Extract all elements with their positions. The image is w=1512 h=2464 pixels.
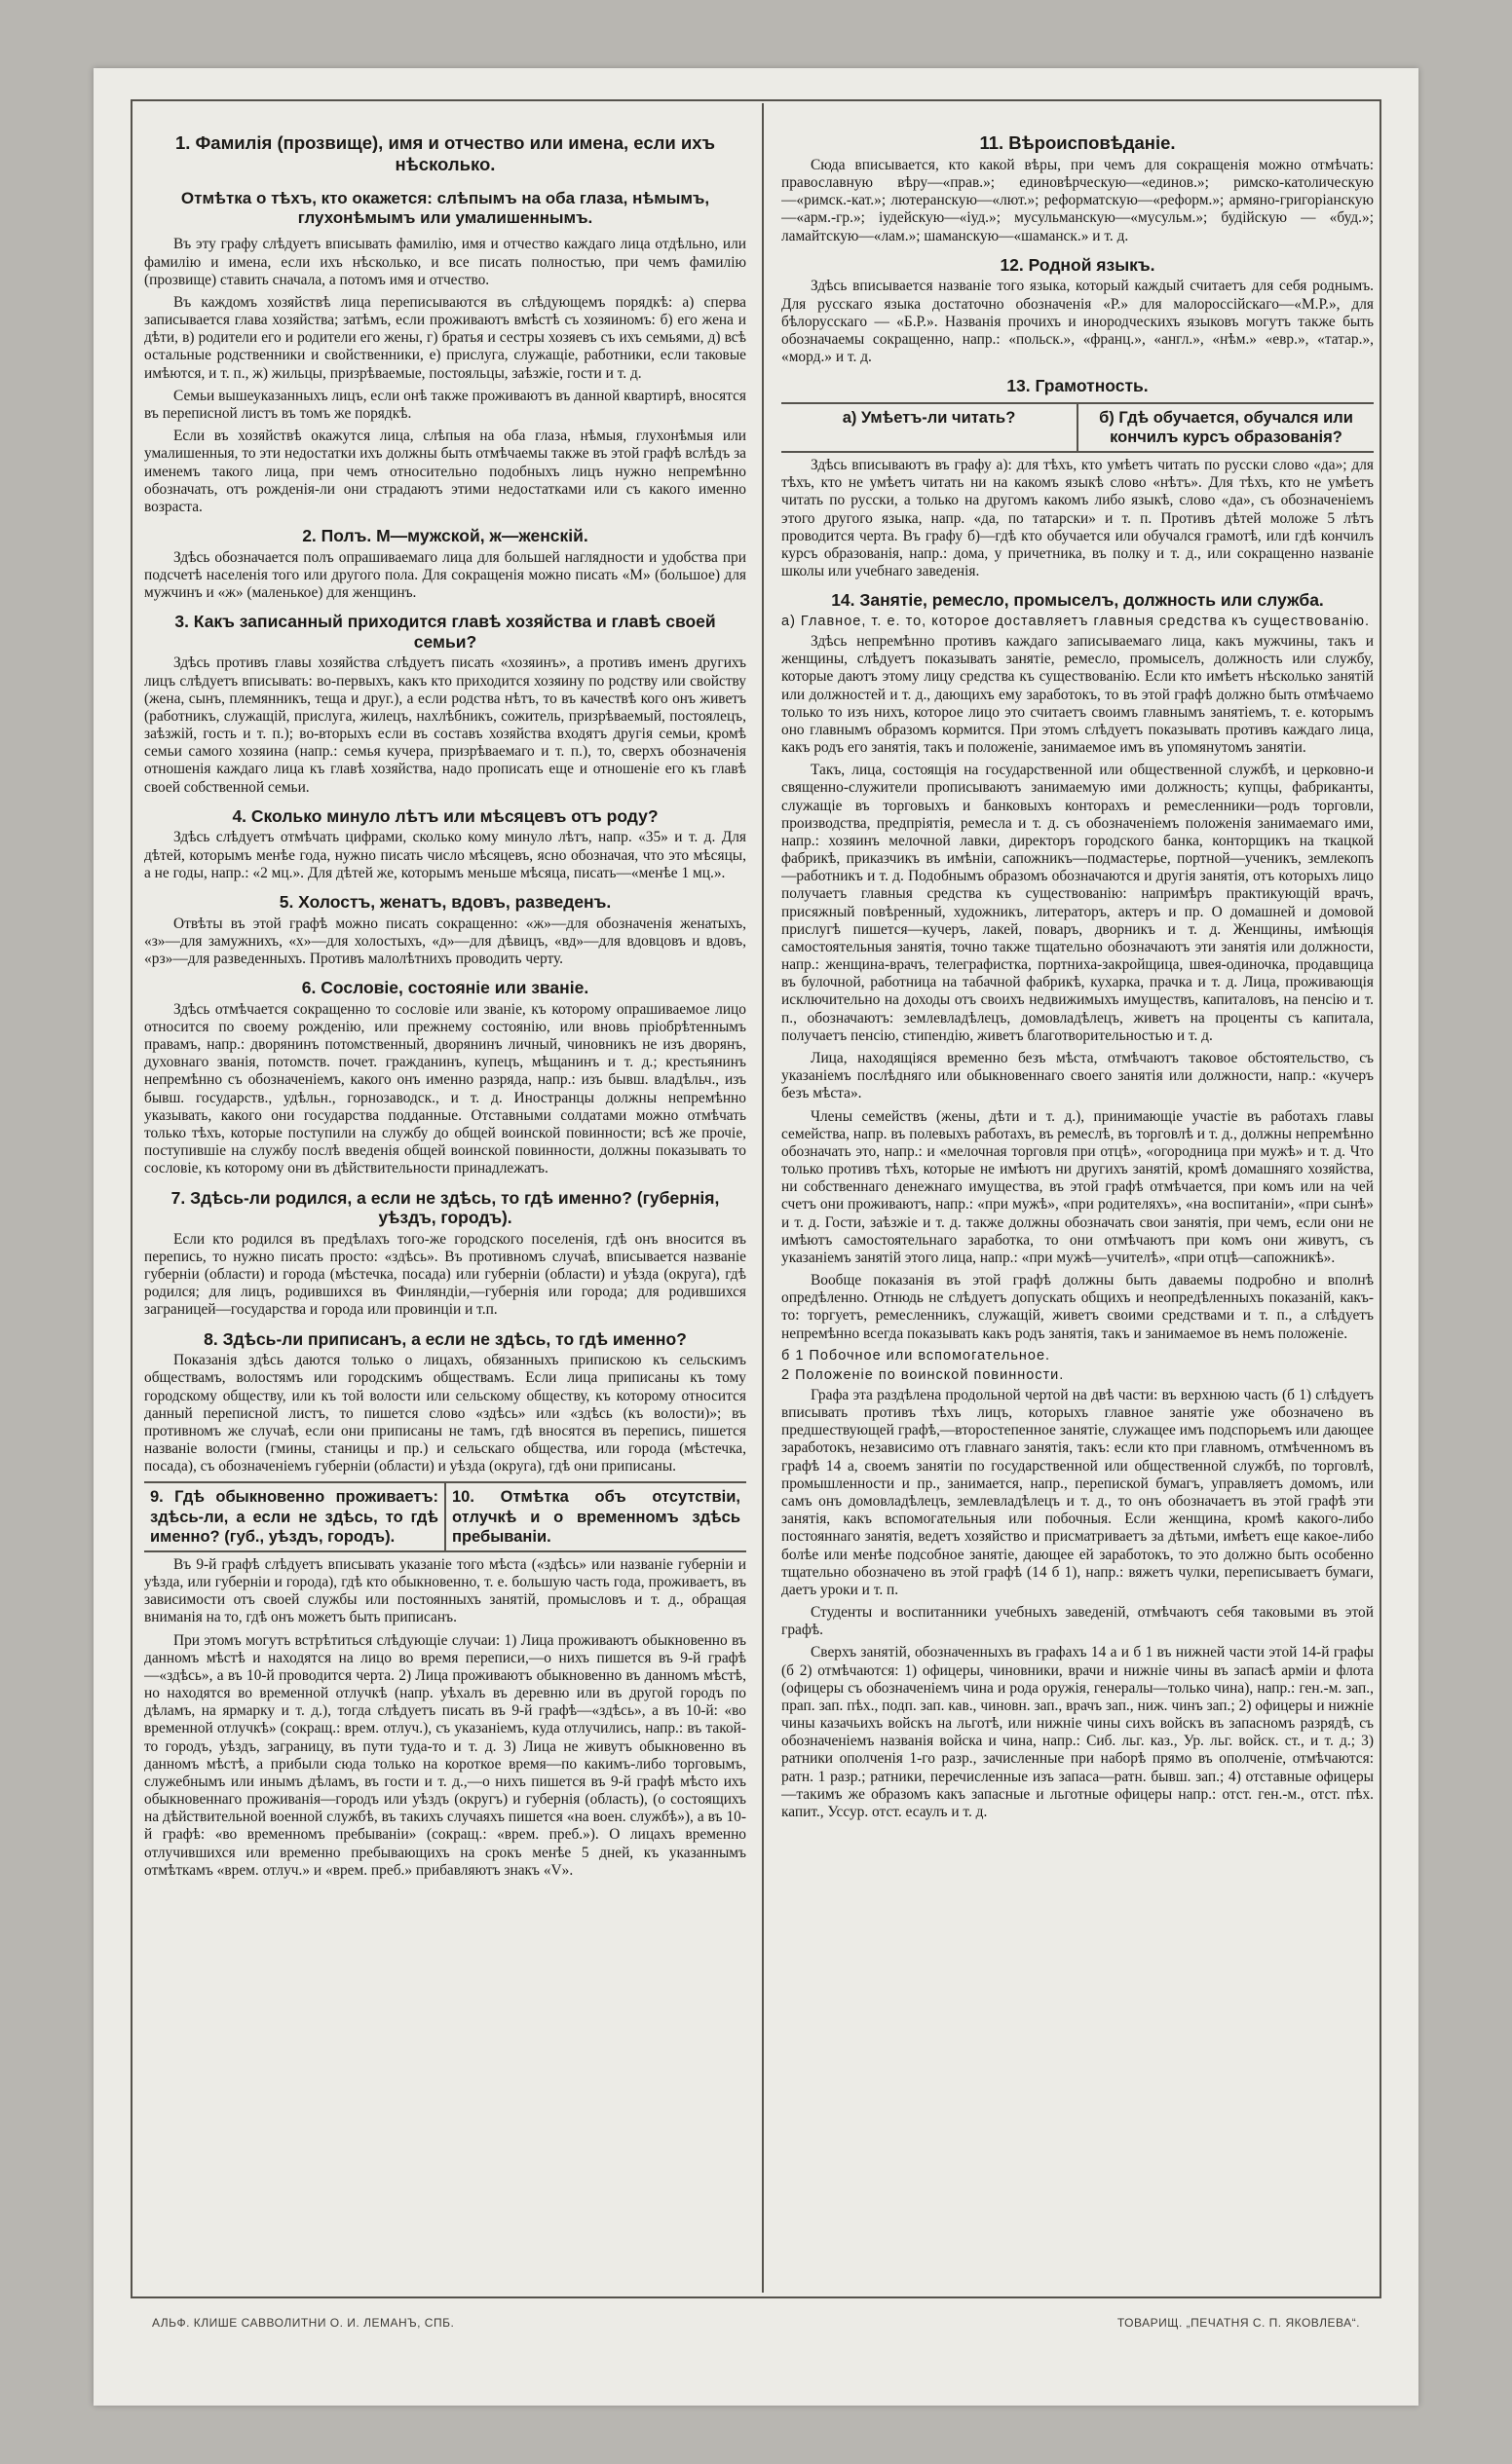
- section-11-paragraph-1: Сюда вписывается, кто какой вѣры, при чемъ для сокращенія можно отмѣчать: православную вѣру—«прав.»; единовѣрческую—«единов.»; римско-католическую—«римск.-кат.»; лютеранскую—«лют.»; реформатскую—«реформ.»; армяно-григоріанскую—«арм.-гр.»; іудейскую—«іуд.»; мусульманскую—«мусульм.»; будійскую — «буд.»; ламайтскую—«лам.»; шаманскую—«шаманск.» и т. д.: [781, 156, 1374, 244]
- section-9-title: 9. Гдѣ обыкновенно проживаетъ: здѣсь-ли, а если не здѣсь, то гдѣ именно? (губ., уѣздъ, городъ).: [150, 1488, 438, 1546]
- section-2-paragraph-1: Здѣсь обозначается полъ опрашиваемаго лица для большей наглядности и удобства при подсчетѣ населенія того или другого пола. Для сокращенія можно писать «М» (большое) для мужчинъ и «ж» (маленькое) для женщинъ.: [144, 548, 746, 601]
- section-5-title: 5. Холостъ, женатъ, вдовъ, разведенъ.: [279, 891, 612, 912]
- section-9-10-paragraph-1: Въ 9-й графѣ слѣдуетъ вписывать указаніе того мѣста («здѣсь» или названіе губерніи и уѣзда, или губерніи и города), гдѣ кто обыкновенно, т. е. большую часть года, проживаетъ, въ зависимости отъ своей службы или постоянныхъ занятій, промысловъ и т. д., обращая вниманія на то, гдѣ онъ можетъ быть приписанъ.: [144, 1555, 746, 1626]
- section-1-paragraph-2: Въ каждомъ хозяйствѣ лица переписываются въ слѣдующемъ порядкѣ: а) сперва записывается глава хозяйства; затѣмъ, если проживаютъ вмѣстѣ съ хозяиномъ: б) его жена и дѣти, в) родители его и родители его жены, г) братья и сестры хозяевъ съ ихъ семьями, д) всѣ остальные родственники и свойственники, е) прислуга, служащіе, работники, если таковые имѣются, и т. п., ж) жильцы, призрѣваемые, постояльцы, заѣзжіе, гости и т. д.: [144, 293, 746, 382]
- section-14-paragraph-4: Члены семействъ (жены, дѣти и т. д.), принимающіе участіе въ работахъ главы семейства, напр. въ полевыхъ работахъ, въ ремеслѣ, въ торговлѣ и т. д., должны непремѣнно обозначать это, напр.: и «мелочная торговля при отцѣ», «огородница при мужѣ» и т. д. Что только противъ тѣхъ, которые не имѣютъ ни другихъ занятій, кромѣ домашняго хозяйства, ни собственнаго денежнаго имущества, въ этой графѣ отмѣчается, при комъ или на чей счетъ они проживаютъ, напр.: «при мужѣ», «при родителяхъ», «на воспитаніи», «при сынѣ» и т. д. Гости, заѣзжіе и т. д. также должны обозначать свои занятія, при чемъ, если они не имѣютъ самостоятельнаго заработка, то они отмѣчаютъ при комъ они живутъ, съ указаніемъ занятій этого лица, напр.: «при мужѣ—учителѣ», «при отцѣ—сапожникѣ».: [781, 1107, 1374, 1266]
- column-divider: [762, 103, 764, 2293]
- section-1-title: 1. Фамилія (прозвище), имя и отчество или имена, если ихъ нѣсколько.: [174, 132, 716, 174]
- section-13-column-a: а) Умѣетъ-ли читать?: [842, 408, 1016, 427]
- printer-credit-right: ТОВАРИЩ. „ПЕЧАТНЯ С. П. ЯКОВЛЕВА“.: [1116, 2316, 1360, 2330]
- section-14-b2-header: 2 Положеніе по воинской повинности.: [781, 1366, 1065, 1383]
- section-14-paragraph-6: Графа эта раздѣлена продольной чертой на двѣ части: въ верхнюю часть (б 1) слѣдуетъ вписывать противъ тѣхъ лицъ, которыхъ главное занятіе уже обозначено въ предшествующей графѣ,—второстепенное занятіе, служащее имъ подспорьемъ или дающее заработокъ, независимо отъ главнаго занятія, такъ: если кто при главномъ, отмѣченномъ въ графѣ 14 а, своемъ занятіи по государственной или общественной службѣ, по торговлѣ, промышленности и пр., занимается, напр., перепиской бумагъ, управляетъ домомъ, или самъ онъ домовладѣлецъ, землевладѣлецъ и т. д., то онъ обозначаетъ въ этой графѣ эти занятія, какъ вспомогательныя или побочныя. Если женщина, кромѣ какого-либо постояннаго занятія, ведетъ хозяйство и присматриваетъ за дѣтьми, имѣетъ еще какое-либо болѣе или менѣе подсобное занятіе, дающее ей заработокъ, то это должно быть особенно тщательно обозначено въ этой графѣ (14 б 1), напр.: вяжетъ чулки, переписываетъ бумаги, даетъ уроки и т. п.: [781, 1386, 1374, 1598]
- section-1-subtitle: Отмѣтка о тѣхъ, кто окажется: слѣпымъ на оба глаза, нѣмымъ, глухонѣмымъ или умалишеннымъ.: [180, 188, 710, 228]
- section-3-title: 3. Какъ записанный приходится главѣ хозяйства и главѣ своей семьи?: [174, 612, 716, 652]
- section-7-title: 7. Здѣсь-ли родился, а если не здѣсь, то гдѣ именно? (губернія, уѣздъ, городъ).: [170, 1187, 720, 1228]
- section-13-columns: [781, 402, 1374, 453]
- section-14-paragraph-2: Такъ, лица, состоящія на государственной или общественной службѣ, и церковно-и священно-служители прописываютъ занимаемую ими должность; купцы, фабриканты, служащіе въ торговыхъ и банковыхъ конторахъ и ремесленники—родъ торговли, производства, предпріятія, ремесла и т. д. съ обозначеніемъ положенія занимаемаго ими, напр.: хозяинъ мелочной лавки, директоръ городского банка, конторщикъ на ткацкой фабрикѣ, приказчикъ въ имѣніи, сапожникъ—подмастерье, портной—ученикъ, землекопъ—работникъ и т. д. Подобнымъ образомъ обозначаются и другія занятія, отъ которыхъ лицо получаетъ главныя средства къ существованію: напримѣръ практикующій врачъ, присяжный повѣренный, художникъ, литераторъ, актеръ и пр. О домашней и домовой прислугѣ пишется—кучеръ, лакей, поваръ, дворникъ и т. д. Женщины, имѣющія самостоятельныя занятія, точно также тщательно обозначаютъ эти занятія или должности, напр.: женщина-врачъ, телеграфистка, портниха-закройщица, швея-одиночка, продавщица въ булочной, работница на табачной фабрикѣ, кухарка, прачка и т. д. Лица, проживающія исключительно на доходы отъ своихъ недвижимыхъ имуществъ, капиталовъ, на пенсію и т. п., обозначаютъ: землевладѣлецъ, домовладѣлецъ, живетъ на проценты съ капитала, получаетъ пенсію, стипендію, живетъ благотворительностью и т. д.: [781, 762, 1374, 1044]
- section-3-paragraph-1: Здѣсь противъ главы хозяйства слѣдуетъ писать «хозяинъ», а противъ именъ другихъ лицъ слѣдуетъ вписывать: во-первыхъ, какъ кто приходится хозяину по родству или свойству (жена, сынъ, племянникъ, теща и друг.), а если родства нѣтъ, то въ качествѣ кого онъ живетъ (работникъ, служащій, прислуга, жилецъ, нахлѣбникъ, сожитель, призрѣваемый, постоялецъ, заѣзжій, гость и т. п.); во-вторыхъ если въ составъ хозяйства входятъ другія семьи, кромѣ семьи самого хозяина (напр.: семья кучера, призрѣваемаго и т. п.), то, сверхъ обозначенія отношенія каждаго лица къ главѣ хозяйства, надо прописать еще и отношеніе его къ главѣ своей собственной семьи.: [144, 654, 746, 796]
- section-1-paragraph-4: Если въ хозяйствѣ окажутся лица, слѣпыя на оба глаза, нѣмыя, глухонѣмыя или умалишенныя, то эти недостатки ихъ должны быть отмѣчаемы также въ этой графѣ вслѣдъ за именемъ такого лица, при чемъ относительно подобныхъ лицъ нужно непремѣнно обозначать, отъ рожденія-ли они страдаютъ этими недостатками или съ какого именно возраста.: [144, 428, 746, 515]
- printer-credit-left: АЛЬФ. КЛИШЕ САВВОЛИТНИ О. И. ЛЕМАНЪ, СПБ.: [152, 2316, 455, 2330]
- census-instruction-sheet: [94, 68, 1418, 2406]
- left-column: [144, 107, 746, 2289]
- section-13-title: 13. Грамотность.: [1006, 376, 1149, 396]
- section-5-paragraph-1: Отвѣты въ этой графѣ можно писать сокращенно: «ж»—для обозначенія женатыхъ, «з»—для замужнихъ, «х»—для холостыхъ, «д»—для дѣвицъ, «вд»—для вдовцовъ и вдовъ, «рз»—для разведенныхъ. Противъ малолѣтнихъ проводить черту.: [144, 915, 746, 967]
- section-9-10-paragraph-2: При этомъ могутъ встрѣтиться слѣдующіе случаи: 1) Лица проживаютъ обыкновенно въ данномъ мѣстѣ и находятся на лицо во время переписи,—о нихъ пишется въ 9-й графѣ—«здѣсь», а въ 10-й проводится черта. 2) Лица проживаютъ обыкновенно въ данномъ мѣстѣ, но находятся во временной отлучкѣ (напр. уѣхалъ въ деревню или въ другой городъ по дѣламъ, на ярмарку и т. д.), тогда слѣдуетъ писать въ 9-й графѣ—«здѣсь», а въ 10-й: «во временной отлучкѣ» (сокращ.: врем. отлуч.), съ указаніемъ, куда отлучились, напр.: въ такой-то городъ, уѣздъ, заграницу, въ пути туда-то и т. д. 3) Лица не живутъ обыкновенно въ данномъ мѣстѣ, а прибыли сюда только на короткое время—по какимъ-либо торговымъ, служебнымъ или инымъ дѣламъ, въ гости и т. д.,—о нихъ пишется въ 9-й графѣ мѣсто ихъ обыкновеннаго проживанія—городъ или уѣздъ (округъ) и губернія (область), (о состоящихъ на дѣйствительной военной службѣ, въ такихъ случаяхъ пишется «на воен. службѣ»), а въ 10-й графѣ: «во временномъ пребываніи» (сокращ.: «врем. преб.»). О лицахъ временно отлучившихся или временно пребывающихъ на срокъ менѣе 5 дней, къ указаннымъ отмѣткамъ «врем. отлуч.» и «врем. преб.» прибавляютъ знакъ «V».: [144, 1631, 746, 1879]
- section-14-title: 14. Занятіе, ремесло, промыселъ, должность или служба.: [831, 590, 1324, 611]
- section-1-paragraph-3: Семьи вышеуказанныхъ лицъ, если онѣ также проживаютъ въ данной квартирѣ, вносятся въ переписной листъ въ томъ же порядкѣ.: [144, 387, 746, 422]
- section-14-paragraph-8: Сверхъ занятій, обозначенныхъ въ графахъ 14 а и б 1 въ нижней части этой 14-й графы (б 2) отмѣчаются: 1) офицеры, чиновники, врачи и нижніе чины въ запасѣ арміи и флота (офицеры съ обозначеніемъ чина и рода оружія, генералы—только чина), напр.: ген.-м. зап., прап. зап. пѣх., подп. зап. кав., чиновн. зап., врачъ зап., ниж. чинъ зап.; 2) офицеры и нижніе чины казачьихъ войскъ на льготѣ, или нижніе чины сихъ войскъ въ запасномъ разрядѣ, съ обозначеніемъ названія войска и чина, напр.: Сиб. льг. каз., Ур. льг. войск. ст., и т. д.; 3) ратники ополченія 1-го разр., зачисленные при наборѣ прямо въ ополченіе, отмѣчаются: ратн. 1 разр.; ратники, перечисленные изъ запаса—ратн. бывш. зап.; 4) отставные офицеры—такимъ же образомъ какъ запасные и льготные офицеры напр.: отст. ген.-м., отст. пѣх. капит., Уссур. отст. есаулъ и т. д.: [781, 1644, 1374, 1820]
- section-10-title: 10. Отмѣтка объ отсутствіи, отлучкѣ и о временномъ здѣсь пребываніи.: [444, 1483, 746, 1549]
- section-14-paragraph-7: Студенты и воспитанники учебныхъ заведеній, отмѣчаютъ себя таковыми въ этой графѣ.: [781, 1604, 1374, 1639]
- section-14-intro: а) Главное, т. е. то, которое доставляетъ главныя средства къ существованію.: [781, 613, 1371, 629]
- section-4-paragraph-1: Здѣсь слѣдуетъ отмѣчать цифрами, сколько кому минуло лѣтъ, напр. «35» и т. д. Для дѣтей, которымъ менѣе года, нужно писать число мѣсяцевъ, ясно обозначая, что это мѣсяцы, а не годы, напр.: «2 мц.». Для дѣтей же, которымъ меньше мѣсяца, писать—«менѣе 1 мц.».: [144, 829, 746, 881]
- section-8-paragraph-1: Показанія здѣсь даются только о лицахъ, обязанныхъ припискою къ сельскимъ обществамъ, волостямъ или городскимъ обществамъ. Если лица приписаны къ тому городскому обществу, или къ той волости или сельскому обществу, къ которому относится данный переписной листъ, то пишется слово «здѣсь» или «здѣсь (къ волости)»; въ противномъ же случаѣ, если они приписаны не тамъ, гдѣ вносятся въ перепись, пишется названіе волости (гмины, станицы и пр.) и сельскаго общества, или города (мѣстечка, посада), съ обозначеніемъ губерніи (области) и уѣзда (округа), гдѣ они приписаны.: [144, 1352, 746, 1475]
- section-2-title: 2. Полъ. М—мужской, ж—женскій.: [302, 526, 588, 546]
- section-11-title: 11. Вѣроисповѣданіе.: [979, 132, 1176, 153]
- section-4-title: 4. Сколько минуло лѣтъ или мѣсяцевъ отъ роду?: [232, 805, 659, 826]
- section-14-paragraph-5: Вообще показанія въ этой графѣ должны быть даваемы подробно и вполнѣ опредѣленно. Отнюдь не слѣдуетъ допускать общихъ и неопредѣленныхъ показаній, какъ-то: торгуетъ, ремесленникъ, служащій, живетъ своими средствами и т. п., а слѣдуетъ непремѣнно всегда показывать какъ родъ занятія, такъ и занимаемое въ немъ положеніе.: [781, 1272, 1374, 1342]
- section-12-title: 12. Родной языкъ.: [1000, 254, 1155, 275]
- section-7-paragraph-1: Если кто родился въ предѣлахъ того-же городского поселенія, гдѣ онъ вносится въ перепись, то нужно писать просто: «здѣсь». Въ противномъ случаѣ, вписывается названіе губерніи (области) и города (мѣстечка, посада) или губерніи (области) и уѣзда (округа), гдѣ родился; для лицъ, родившихся въ Финляндіи,—губернія или города; для родившихся заграницей—государства и города или провинціи и т.п.: [144, 1230, 746, 1319]
- section-8-title: 8. Здѣсь-ли приписанъ, а если не здѣсь, то гдѣ именно?: [204, 1328, 687, 1349]
- section-14-paragraph-1: Здѣсь непремѣнно противъ каждаго записываемаго лица, какъ мужчины, такъ и женщины, слѣдуетъ показывать занятіе, ремесло, промыселъ, должность или службу, которые даютъ этому лицу средства къ существованію. Если кто имѣетъ нѣсколько занятій или должностей и т. д., дающихъ ему заработокъ, то въ этой графѣ должно быть отмѣчаемо только то изъ нихъ, которое лицо это считаетъ своимъ главнымъ занятіемъ, т. е. которымъ оно главнымъ образомъ кормится. При этомъ слѣдуетъ показывать противъ каждаго лица, какъ родъ его занятія, такъ и положеніе, занимаемое имъ въ упомянутомъ занятіи.: [781, 633, 1374, 757]
- section-12-paragraph-1: Здѣсь вписывается названіе того языка, который каждый считаетъ для себя роднымъ. Для русскаго языка достаточно обозначенія «Р.» для малороссійскаго—«М.Р.», для бѣлорусскаго — «Б.Р.». Названія прочихъ и инородческихъ языковъ могутъ также быть обозначаемы сокращенно, напр.: «польск.», «франц.», «англ.», «нѣм.» «евр.», «татар.», «морд.» и т. д.: [781, 278, 1374, 366]
- right-column: [781, 107, 1374, 2289]
- sections-9-10-header: [144, 1481, 746, 1551]
- section-13-paragraph-1: Здѣсь вписываютъ въ графу а): для тѣхъ, кто умѣетъ читать по русски слово «да»; для тѣхъ, кто не умѣетъ читать ни на какомъ языкѣ слово «нѣтъ». Для тѣхъ, кто не умѣетъ читать по русски, а только на другомъ какомъ либо языкѣ, слово «да», съ обозначеніемъ этого другого языка, напр. «да, по татарски» и т. п. Противъ дѣтей моложе 5 лѣтъ проводится черта. Въ графу б)—гдѣ кто обучается или обучался грамотѣ, или гдѣ кончилъ курсъ образованія, напр.: дома, у причетника, въ полку и т. д., или сокращенно названіе школы или учебнаго заведенія.: [781, 457, 1374, 580]
- section-6-title: 6. Сословіе, состояніе или званіе.: [301, 978, 589, 998]
- section-1-paragraph-1: Въ эту графу слѣдуетъ вписывать фамилію, имя и отчество каждаго лица отдѣльно, или фамилію и имена, если ихъ нѣсколько, и все писать полностью, при чемъ фамилію (прозвище) ставить сначала, а потомъ имя и отчество.: [144, 236, 746, 288]
- section-6-paragraph-1: Здѣсь отмѣчается сокращенно то сословіе или званіе, къ которому опрашиваемое лицо относится по своему рожденію, или прежнему состоянію, или вновь пріобрѣтеннымъ правамъ, напр.: дворянинъ потомственный, дворянинъ личный, чиновникъ не изъ дворянъ, духовнаго званія, потомств. почет. гражданинъ, купецъ, мѣщанинъ и т. д.; крестьянинъ непремѣнно съ обозначеніемъ, какого онъ именно разряда, напр.: изъ бывш. владѣльч., изъ бывш. государств., удѣльн., горнозаводск., и т. д. Иностранцы должны непремѣнно указывать, какого они государства подданные. Отставными солдатами можно отмѣчать только тѣхъ, которые поступили на службу до общей воинской повинности; всѣ же прочіе, поступившіе на службу послѣ введенія общей воинской повинности, должны показывать то сословіе, къ которому они въ дѣйствительности принадлежатъ.: [144, 1000, 746, 1177]
- section-13-column-b: б) Гдѣ обучается, обучался или кончилъ курсъ образованія?: [1077, 404, 1374, 451]
- section-14-b1-header: б 1 Побочное или вспомогательное.: [781, 1347, 1051, 1363]
- section-14-paragraph-3: Лица, находящіяся временно безъ мѣста, отмѣчаютъ таковое обстоятельство, съ указаніемъ послѣдняго или обыкновеннаго своего занятія или должности, напр.: «кучеръ безъ мѣста».: [781, 1049, 1374, 1102]
